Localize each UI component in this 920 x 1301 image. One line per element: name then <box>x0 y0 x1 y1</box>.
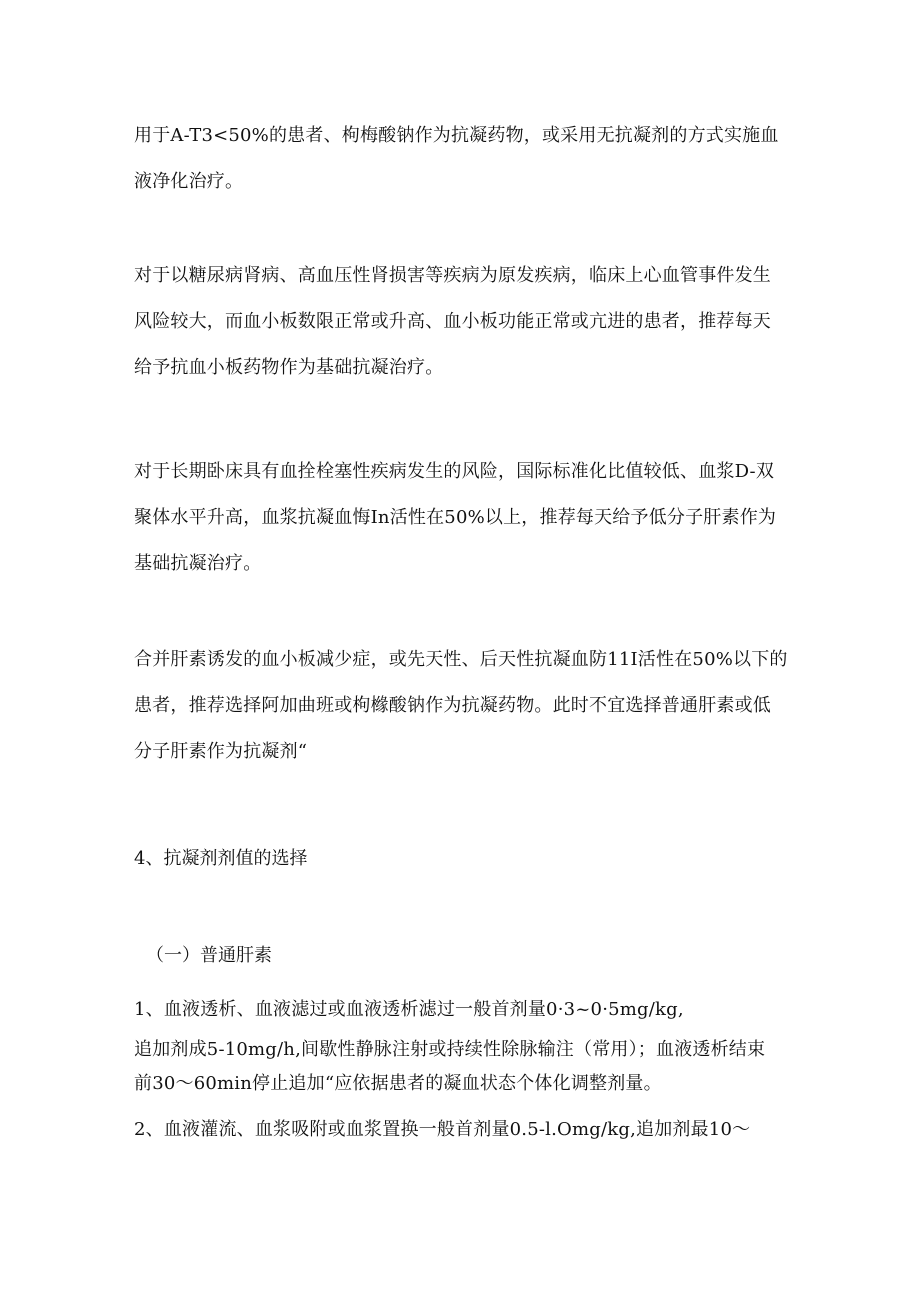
item-line: 追加剂成5-10mg/h,间歇性静脉注射或持续性除脉输注（常用）；血液透析结束 <box>134 1039 766 1060</box>
paragraph-line: 患者，推荐选择阿加曲班或枸橼酸钠作为抗凝药物。此时不宜选择普通肝素或低 <box>134 695 771 716</box>
paragraph-2 <box>134 253 794 391</box>
item-1 <box>134 987 794 1033</box>
paragraph-line: 基础抗凝治疗。 <box>134 553 262 574</box>
paragraph-line: 液净化治疗。 <box>134 171 244 192</box>
paragraph-1 <box>134 113 794 205</box>
paragraph-line: 聚体水平升高，血浆抗凝血悔In活性在50%以上，推荐每天给予低分子肝素作为 <box>134 507 777 528</box>
section-heading: 4、抗凝剂剂值的选择 <box>134 848 308 869</box>
paragraph-line: 给予抗血小板药物作为基础抗凝治疗。 <box>134 357 444 378</box>
paragraph-line: 风险较大，而血小板数限正常或升高、血小板功能正常或亢进的患者，推荐每天 <box>134 311 771 332</box>
paragraph-line: 对于以糖尿病肾病、高血压性肾损害等疾病为原发疾病，临床上心血管事件发生 <box>134 265 771 286</box>
item-line: 前30～60min停止追加“应依据患者的凝血状态个体化调整剂量。 <box>134 1073 662 1094</box>
item-1-continued <box>134 1033 794 1101</box>
item-line: 2、血液灌流、血浆吸附或血浆置换一般首剂量0.5-l.Omg/kg,追加剂最10～ <box>134 1119 751 1140</box>
item-line: 1、血液透析、血液滤过或血液透析滤过一般首剂量0·3~0·5mg/kg, <box>134 999 684 1020</box>
paragraph-line: 用于A-T3<50%的患者、枸梅酸钠作为抗凝药物，或采用无抗凝剂的方式实施血 <box>134 125 779 146</box>
paragraph-3 <box>134 449 794 587</box>
paragraph-line: 对于长期卧床具有血拴栓塞性疾病发生的风险，国际标准化比值较低、血浆D-双 <box>134 461 775 482</box>
paragraph-line: 合并肝素诱发的血小板减少症，或先天性、后天性抗凝血防11I活性在50%以下的 <box>134 649 788 670</box>
paragraph-line: 分子肝素作为抗凝剂“ <box>134 741 308 762</box>
item-2 <box>134 1107 794 1153</box>
paragraph-4 <box>134 637 794 775</box>
subsection-heading: （一）普通肝素 <box>146 945 272 966</box>
